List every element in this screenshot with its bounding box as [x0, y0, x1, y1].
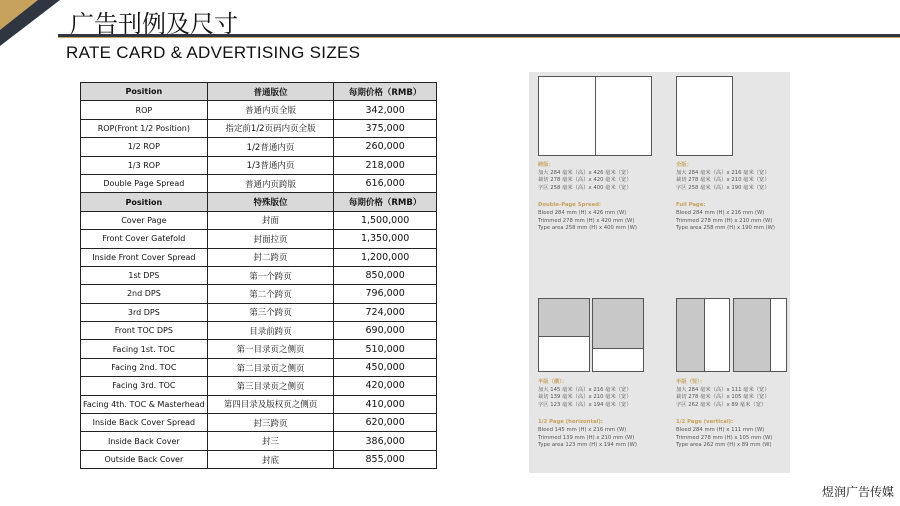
full-page-diagram [676, 76, 733, 156]
page-title-en: RATE CARD & ADVERTISING SIZES [66, 43, 361, 62]
table-row [81, 101, 437, 119]
placement-cell: 第一目录页之侧页 [207, 340, 334, 358]
price-cell: 616,000 [334, 174, 437, 192]
price-cell: 386,000 [334, 432, 437, 450]
table-row [81, 285, 437, 303]
price-cell: 410,000 [334, 395, 437, 413]
position-cell: Cover Page [81, 211, 208, 229]
position-cell: Inside Front Cover Spread [81, 248, 208, 266]
placement-cell: 第四目录及版权页之侧页 [207, 395, 334, 413]
placement-cell: 第三个跨页 [207, 303, 334, 321]
column-header: Position [81, 193, 208, 211]
position-cell: 1/2 ROP [81, 138, 208, 156]
placement-cell: 普通内页全版 [207, 101, 334, 119]
placement-cell: 封三 [207, 432, 334, 450]
price-cell: 375,000 [334, 119, 437, 137]
price-cell: 855,000 [334, 450, 437, 468]
brand-footer: 煜润广告传媒 [821, 485, 894, 499]
table-row [81, 303, 437, 321]
position-cell: Double Page Spread [81, 174, 208, 192]
placement-cell: 第二目录页之侧页 [207, 358, 334, 376]
table-row [81, 340, 437, 358]
page-title-cn: 广告刊例及尺寸 [70, 10, 238, 38]
placement-cell: 封二跨页 [207, 248, 334, 266]
position-cell: Facing 3rd. TOC [81, 377, 208, 395]
table-row [81, 211, 437, 229]
table-row [81, 322, 437, 340]
placement-cell: 封底 [207, 450, 334, 468]
position-cell: ROP [81, 101, 208, 119]
position-cell: Outside Back Cover [81, 450, 208, 468]
price-cell: 218,000 [334, 156, 437, 174]
table-row [81, 174, 437, 192]
dps-diagram [538, 76, 652, 156]
position-cell: Facing 1st. TOC [81, 340, 208, 358]
position-cell: 1st DPS [81, 266, 208, 284]
position-cell: Front TOC DPS [81, 322, 208, 340]
placement-cell: 指定前1/2页码内页全版 [207, 119, 334, 137]
column-header: 特殊版位 [207, 193, 334, 211]
half-vertical-spec: 半版（竖）： 加大 284 毫米（高）x 111 毫米（宽） 裁切 278 毫米（高）x 105 毫米（宽） 字区 262 毫米（高）x 89 毫米（宽） 1/2 Page (vertical): Bleed 284 mm (H) x 111 mm (W) Trimmed 278 mm (H) x 105 mm (W) Type area 262 mm (H) x 89 mm (W) [676, 379, 773, 449]
price-cell: 510,000 [334, 340, 437, 358]
position-cell: ROP(Front 1/2 Position) [81, 119, 208, 137]
column-header: Position [81, 83, 208, 101]
placement-cell: 第二个跨页 [207, 285, 334, 303]
rate-table [80, 82, 437, 469]
table-row [81, 138, 437, 156]
table-row [81, 377, 437, 395]
table-row [81, 395, 437, 413]
table-row [81, 450, 437, 468]
price-cell: 1,200,000 [334, 248, 437, 266]
table-row [81, 358, 437, 376]
placement-cell: 1/2普通内页 [207, 138, 334, 156]
placement-cell: 目录前跨页 [207, 322, 334, 340]
half-horizontal-diagram-top [538, 298, 590, 372]
table-row [81, 414, 437, 432]
table-row [81, 432, 437, 450]
header-corner-gold [0, 0, 38, 30]
price-cell: 850,000 [334, 266, 437, 284]
dps-spec: 跨版： 加大 284 毫米（高）x 426 毫米（宽） 裁切 278 毫米（高）x 420 毫米（宽） 字区 258 毫米（高）x 400 毫米（宽） Double-Page Spread: Bleed 284 mm (H) x 426 mm (W) Trimmed 278 mm (H) x 420 mm (W) Type area 258 mm (H) x 400 mm (W) [538, 162, 637, 232]
position-cell: Inside Back Cover Spread [81, 414, 208, 432]
table-header-row [81, 193, 437, 211]
placement-cell: 封面拉页 [207, 230, 334, 248]
price-cell: 450,000 [334, 358, 437, 376]
price-cell: 796,000 [334, 285, 437, 303]
price-cell: 724,000 [334, 303, 437, 321]
placement-cell: 普通内页跨版 [207, 174, 334, 192]
half-vertical-diagram-left [676, 298, 730, 372]
table-row [81, 156, 437, 174]
placement-cell: 第三目录页之侧页 [207, 377, 334, 395]
position-cell: Front Cover Gatefold [81, 230, 208, 248]
price-cell: 1,350,000 [334, 230, 437, 248]
position-cell: Facing 4th. TOC & Masterhead [81, 395, 208, 413]
table-row [81, 119, 437, 137]
position-cell: 2nd DPS [81, 285, 208, 303]
price-cell: 260,000 [334, 138, 437, 156]
position-cell: 1/3 ROP [81, 156, 208, 174]
column-header: 每期价格（RMB） [334, 83, 437, 101]
placement-cell: 1/3普通内页 [207, 156, 334, 174]
half-horizontal-spec: 半版（横）： 加大 145 毫米（高）x 216 毫米（宽） 裁切 139 毫米（高）x 210 毫米（宽） 字区 123 毫米（高）x 194 毫米（宽） 1/2 Page (horizontal): Bleed 145 mm (H) x 216 mm (W) Trimmed 139 mm (H) x 210 mm (W) Type area 123 mm (H) x 194 mm (W) [538, 379, 637, 449]
price-cell: 690,000 [334, 322, 437, 340]
price-cell: 420,000 [334, 377, 437, 395]
placement-cell: 第一个跨页 [207, 266, 334, 284]
column-header: 每期价格（RMB） [334, 193, 437, 211]
table-row [81, 230, 437, 248]
table-row [81, 266, 437, 284]
price-cell: 620,000 [334, 414, 437, 432]
ad-sizes-panel [529, 72, 790, 473]
placement-cell: 封三跨页 [207, 414, 334, 432]
price-cell: 342,000 [334, 101, 437, 119]
table-header-row [81, 83, 437, 101]
half-horizontal-diagram-bottom [592, 298, 644, 372]
full-page-spec: 全版： 加大 284 毫米（高）x 216 毫米（宽） 裁切 278 毫米（高）x 210 毫米（宽） 字区 258 毫米（高）x 190 毫米（宽） Full Page: Bleed 284 mm (H) x 216 mm (W) Trimmed 278 mm (H) x 210 mm (W) Type area 258 mm (H) x 190 mm (W) [676, 162, 775, 232]
half-vertical-diagram-right [733, 298, 787, 372]
placement-cell: 封面 [207, 211, 334, 229]
column-header: 普通版位 [207, 83, 334, 101]
position-cell: Inside Back Cover [81, 432, 208, 450]
position-cell: Facing 2nd. TOC [81, 358, 208, 376]
price-cell: 1,500,000 [334, 211, 437, 229]
position-cell: 3rd DPS [81, 303, 208, 321]
table-row [81, 248, 437, 266]
